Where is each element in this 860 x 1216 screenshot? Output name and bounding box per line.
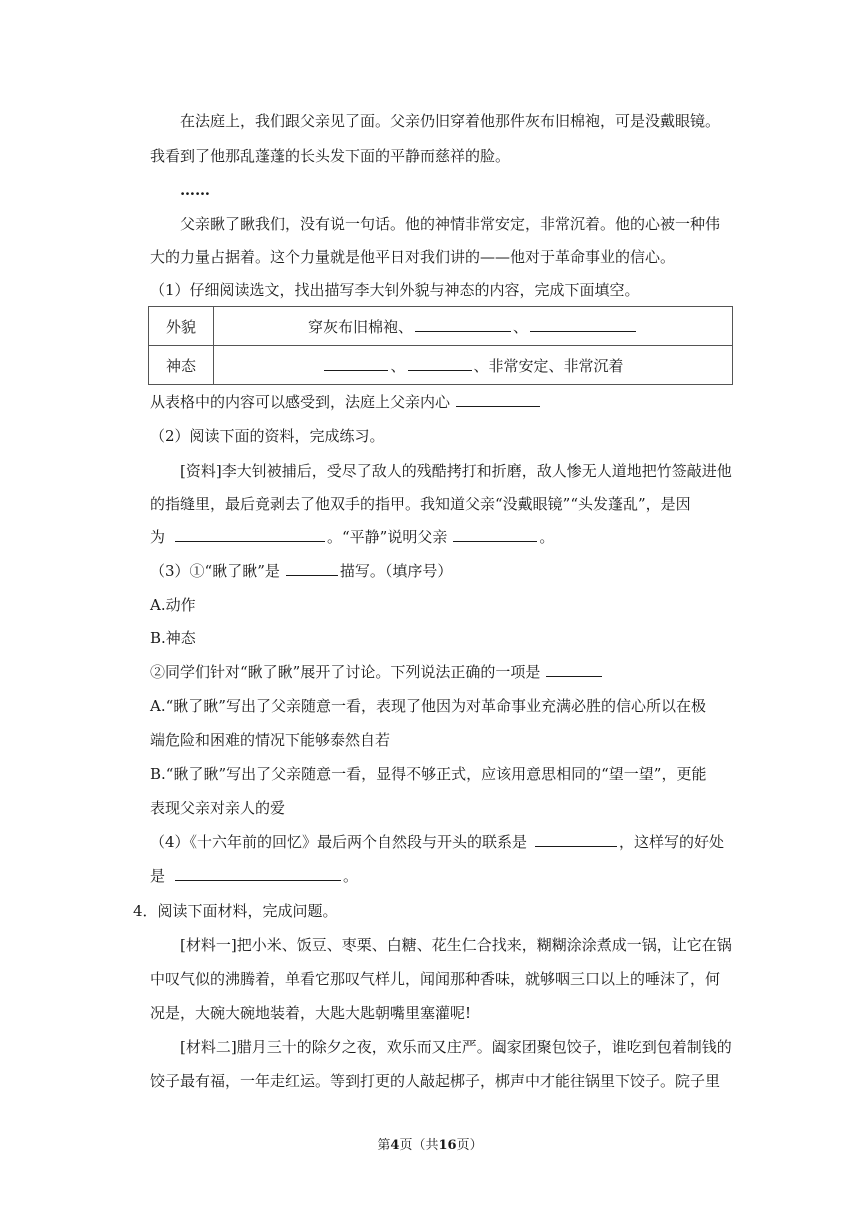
footer-total-pages: 16 xyxy=(438,1138,457,1153)
choice-a-line-2: 端危险和困难的情况下能够泰然自若 xyxy=(150,731,391,749)
material-2-line-2: 饺子最有福，一年走红运。等到打更的人敲起梆子，梆声中才能往锅里下饺子。院子里 xyxy=(150,1072,721,1090)
question-4-period: 。 xyxy=(343,867,359,885)
question-4-blank-1[interactable] xyxy=(535,832,617,847)
table-row-appearance xyxy=(149,307,733,346)
question-4-text-2: ，这样写的好处 xyxy=(619,833,725,851)
choice-b-line-2: 表现父亲对亲人的爱 xyxy=(150,799,286,817)
material-line-3 xyxy=(150,527,740,547)
passage-paragraph-2-line-2: 大的力量占据着。这个力量就是他平日对我们讲的——他对于革命事业的信心。 xyxy=(150,248,676,266)
question-3-prompt xyxy=(150,561,740,581)
material-calm-text: 。“平静”说明父亲 xyxy=(327,528,448,546)
material-because-label: 为 xyxy=(150,528,166,546)
question-3-blank[interactable] xyxy=(286,561,338,576)
expression-separator: 、 xyxy=(390,356,406,375)
question-4-text-3: 是 xyxy=(150,867,166,885)
appearance-blank-1[interactable] xyxy=(415,317,511,332)
question-3-prompt-suffix: 描写。（填序号） xyxy=(339,562,453,580)
footer-suffix: 页） xyxy=(456,1138,483,1153)
material-line-1: [资料]李大钊被捕后，受尽了敌人的残酷拷打和折磨，敌人惨无人道地把竹签敲进他 xyxy=(180,462,732,480)
expression-blank-2[interactable] xyxy=(408,356,472,371)
footer-prefix: 第 xyxy=(377,1138,391,1153)
table-header-appearance: 外貌 xyxy=(149,307,214,346)
question-number: 4． xyxy=(133,902,158,920)
question-4-blank-2[interactable] xyxy=(175,866,341,881)
question-4-heading xyxy=(133,901,740,921)
question-2-prompt: （2）阅读下面的资料，完成练习。 xyxy=(150,427,385,445)
question-4-line-2 xyxy=(150,866,740,886)
table-cell-expression xyxy=(214,346,733,385)
footer-middle: 页（共 xyxy=(399,1138,439,1153)
material-1-line-2: 中叹气似的沸腾着，单看它那叹气样儿，闻闻那种香味，就够咽三口以上的唾沫了，何 xyxy=(150,970,721,988)
appearance-separator: 、 xyxy=(513,317,529,336)
passage-paragraph-2-line-1: 父亲瞅了瞅我们，没有说一句话。他的神情非常安定，非常沉着。他的心被一种伟 xyxy=(180,215,721,233)
material-2-line-1: [材料二]腊月三十的除夕之夜，欢乐而又庄严。阖家团聚包饺子，谁吃到包着制钱的 xyxy=(180,1038,732,1056)
calm-meaning-blank[interactable] xyxy=(453,527,537,542)
question-4-line-1 xyxy=(150,832,740,852)
question-title: 阅读下面材料，完成问题。 xyxy=(157,902,338,920)
page-footer xyxy=(0,1137,860,1155)
question-3-sub-2 xyxy=(150,662,740,682)
question-4-text: （4）《十六年前的回忆》最后两个自然段与开头的联系是 xyxy=(150,833,528,851)
material-1-line-3: 况是，大碗大碗地装着，大匙大匙朝嘴里塞灌呢! xyxy=(150,1004,472,1022)
expression-given-text: 、非常安定、非常沉着 xyxy=(473,356,624,375)
expression-blank-1[interactable] xyxy=(324,356,388,371)
question-1-prompt: （1）仔细阅读选文，找出描写李大钊外貌与神态的内容，完成下面填空。 xyxy=(150,281,640,299)
choice-a-line-1: A.“瞅了瞅”写出了父亲随意一看，表现了他因为对革命事业充满必胜的信心所以在极 xyxy=(150,697,706,715)
passage-ellipsis: …… xyxy=(180,181,210,199)
material-1-line-1: [材料一]把小米、饭豆、枣栗、白糖、花生仁合找来，糊糊涂涂煮成一锅，让它在锅 xyxy=(180,936,732,954)
reason-blank[interactable] xyxy=(175,527,325,542)
passage-paragraph-1-line-1: 在法庭上，我们跟父亲见了面。父亲仍旧穿着他那件灰布旧棉袍，可是没戴眼镜。 xyxy=(180,112,721,130)
table-header-expression: 神态 xyxy=(149,346,214,385)
question-3-prompt-text: （3）①“瞅了瞅”是 xyxy=(150,562,280,580)
passage-paragraph-1-line-2: 我看到了他那乱蓬蓬的长头发下面的平静而慈祥的脸。 xyxy=(150,147,511,165)
option-b-expression: B.神态 xyxy=(150,629,196,647)
material-period: 。 xyxy=(539,528,555,546)
conclusion-text: 从表格中的内容可以感受到，法庭上父亲内心 xyxy=(150,393,451,411)
question-1-conclusion xyxy=(150,392,740,412)
table-row-expression xyxy=(149,346,733,385)
appearance-expression-table xyxy=(148,306,733,385)
option-a-action: A.动作 xyxy=(150,596,196,614)
material-line-2: 的指缝里，最后竟剥去了他双手的指甲。我知道父亲“没戴眼镜”“头发蓬乱”，是因 xyxy=(150,495,691,513)
appearance-given-text: 穿灰布旧棉袍、 xyxy=(307,317,413,336)
footer-page-number: 4 xyxy=(390,1138,400,1153)
appearance-blank-2[interactable] xyxy=(530,317,636,332)
question-3-sub-2-text: ②同学们针对“瞅了瞅”展开了讨论。下列说法正确的一项是 xyxy=(150,663,541,681)
choice-b-line-1: B.“瞅了瞅”写出了父亲随意一看，显得不够正式，应该用意思相同的“望一望”，更能 xyxy=(150,765,707,783)
question-3-sub-2-blank[interactable] xyxy=(546,662,602,677)
conclusion-blank[interactable] xyxy=(456,392,540,407)
table-cell-appearance xyxy=(214,307,733,346)
